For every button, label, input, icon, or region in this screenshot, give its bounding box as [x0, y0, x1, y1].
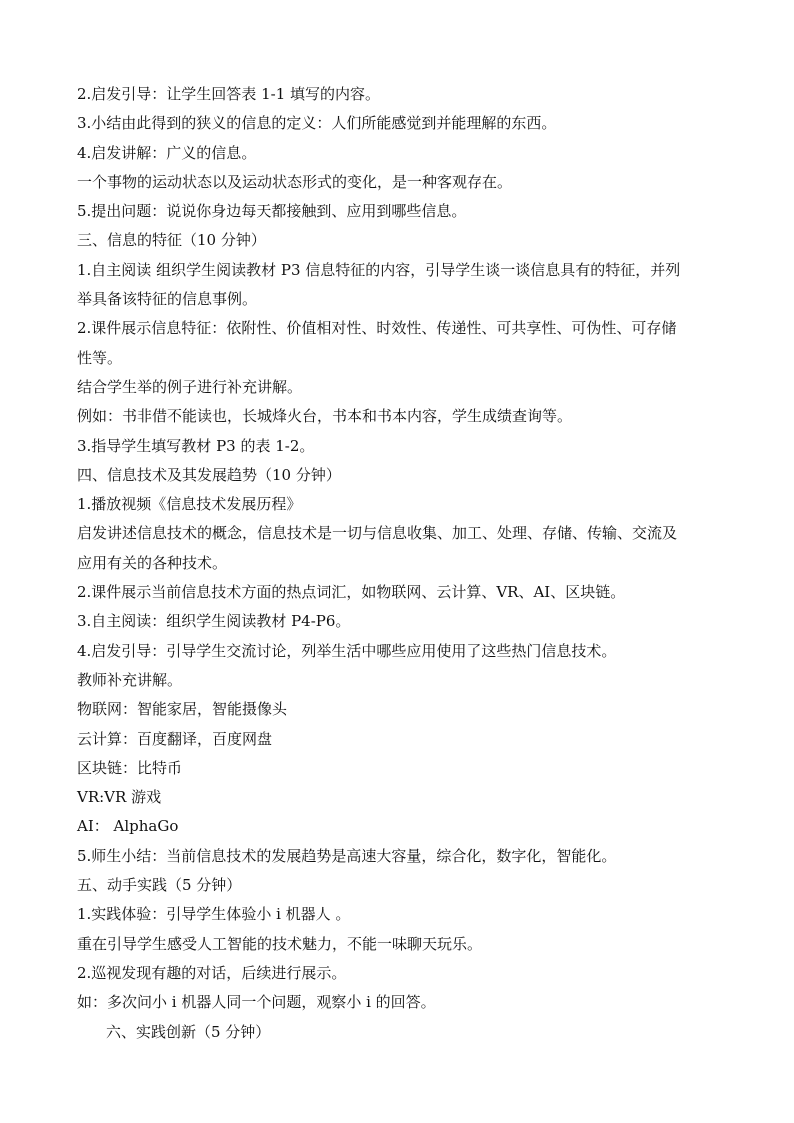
text-line: 教师补充讲解。 [77, 670, 183, 689]
text-line: 物联网：智能家居，智能摄像头 [77, 700, 288, 719]
text-line: AI： AlphaGo [77, 817, 179, 836]
text-line: 例如：书非借不能读也，长城烽火台，书本和书本内容，学生成绩查询等。 [77, 407, 573, 426]
text-line: 云计算：百度翻译，百度网盘 [77, 729, 273, 748]
text-line: 4.启发讲解：广义的信息。 [77, 143, 257, 162]
section-heading: 六、实践创新（5 分钟） [106, 1022, 271, 1041]
text-line: 2.巡视发现有趣的对话，后续进行展示。 [77, 963, 347, 982]
text-line: 5.提出问题：说说你身边每天都接触到、应用到哪些信息。 [77, 202, 467, 221]
text-line: 5.师生小结：当前信息技术的发展趋势是高速大容量，综合化，数字化，智能化。 [77, 846, 617, 865]
text-line: 2.启发引导：让学生回答表 1-1 填写的内容。 [77, 85, 381, 103]
text-line: 1.实践体验：引导学生体验小 i 机器人 。 [77, 905, 351, 924]
text-line: VR:VR 游戏 [77, 788, 162, 807]
text-line: 性等。 [77, 348, 123, 367]
text-line: 1.自主阅读 组织学生阅读教材 P3 信息特征的内容，引导学生谈一谈信息具有的特征，并列 [77, 260, 681, 279]
text-line: 3.小结由此得到的狭义的信息的定义：人们所能感觉到并能理解的东西。 [77, 114, 557, 133]
text-line: 1.播放视频《信息技术发展历程》 [77, 495, 302, 514]
text-line: 结合学生举的例子进行补充讲解。 [77, 377, 303, 396]
document-body [77, 80, 727, 1047]
text-line: 3.指导学生填写教材 P3 的表 1-2。 [77, 436, 315, 455]
text-line: 如：多次问小 i 机器人同一个问题，观察小 i 的回答。 [77, 993, 436, 1012]
text-line: 2.课件展示信息特征：依附性、价值相对性、时效性、传递性、可共享性、可伪性、可存储 [77, 319, 677, 338]
text-line: 重在引导学生感受人工智能的技术魅力，不能一味聊天玩乐。 [77, 934, 483, 953]
text-line: 4.启发引导：引导学生交流讨论，列举生活中哪些应用使用了这些热门信息技术。 [77, 641, 617, 660]
text-line: 2.课件展示当前信息技术方面的热点词汇，如物联网、云计算、VR、AI、区块链。 [77, 583, 626, 602]
section-heading: 四、信息技术及其发展趋势（10 分钟） [77, 465, 341, 484]
text-line: 应用有关的各种技术。 [77, 553, 228, 572]
text-line: 一个事物的运动状态以及运动状态形式的变化，是一种客观存在。 [77, 172, 513, 191]
section-heading: 五、动手实践（5 分钟） [77, 876, 242, 895]
text-line: 3.自主阅读：组织学生阅读教材 P4-P6。 [77, 612, 351, 631]
text-line: 举具备该特征的信息事例。 [77, 290, 258, 309]
text-line: 区块链：比特币 [77, 758, 183, 777]
text-line: 启发讲述信息技术的概念，信息技术是一切与信息收集、加工、处理、存储、传输、交流及 [77, 524, 678, 543]
section-heading: 三、信息的特征（10 分钟） [77, 231, 266, 250]
